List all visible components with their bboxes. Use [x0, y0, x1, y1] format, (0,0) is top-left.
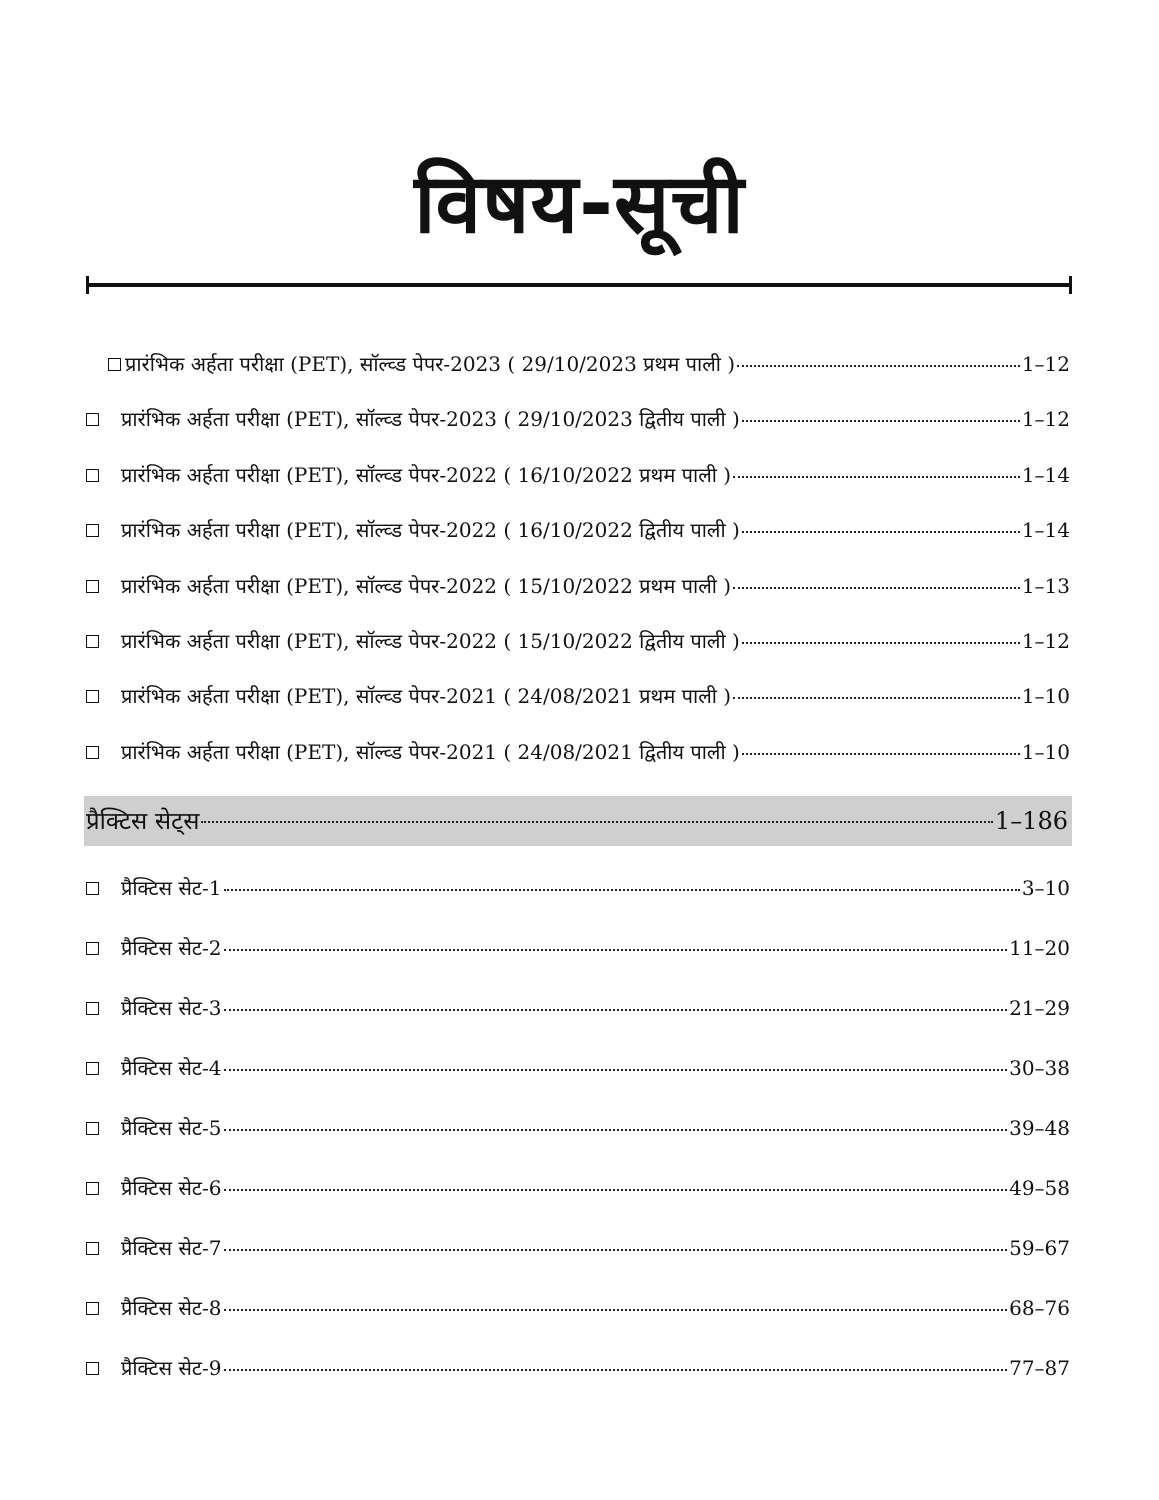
- toc-entry[interactable]: [86, 614, 1070, 669]
- practice-section-heading[interactable]: [84, 796, 1072, 846]
- checkbox-square-icon: [86, 882, 99, 895]
- checkbox-square-icon: [86, 413, 99, 426]
- toc-entry[interactable]: [86, 858, 1070, 918]
- dot-leader: [742, 530, 1020, 533]
- practice-section-pages: 1–186: [994, 807, 1068, 836]
- checkbox-square-icon: [108, 358, 121, 371]
- dot-leader: [733, 696, 1020, 699]
- toc-entry-pages: 1–12: [1021, 352, 1070, 376]
- toc-entry[interactable]: [86, 1158, 1070, 1218]
- toc-entry-pages: 21–29: [1009, 996, 1070, 1021]
- toc-entry[interactable]: [86, 918, 1070, 978]
- title-divider: [86, 283, 1072, 287]
- checkbox-square-icon: [86, 1062, 99, 1075]
- checkbox-square-icon: [86, 1002, 99, 1015]
- toc-entry-label: प्रैक्टिस सेट-1: [121, 876, 222, 901]
- toc-entry[interactable]: [86, 337, 1070, 392]
- toc-entry-label: प्रारंभिक अर्हता परीक्षा (PET), सॉल्व्ड पेपर-2022 ( 15/10/2022 प्रथम पाली ): [121, 573, 732, 598]
- checkbox-square-icon: [86, 1302, 99, 1315]
- toc-entry-label: प्रारंभिक अर्हता परीक्षा (PET), सॉल्व्ड पेपर-2021 ( 24/08/2021 प्रथम पाली ): [121, 684, 732, 709]
- toc-entry-label: प्रैक्टिस सेट-4: [121, 1056, 222, 1081]
- dot-leader: [742, 752, 1020, 755]
- checkbox-square-icon: [86, 1362, 99, 1375]
- dot-leader: [224, 1308, 1008, 1311]
- toc-entry-pages: 30–38: [1009, 1056, 1070, 1081]
- toc-entry[interactable]: [86, 1278, 1070, 1338]
- checkbox-square-icon: [86, 469, 99, 482]
- toc-entry[interactable]: [86, 503, 1070, 558]
- toc-entry-label: प्रारंभिक अर्हता परीक्षा (PET), सॉल्व्ड पेपर-2022 ( 16/10/2022 प्रथम पाली ): [121, 462, 732, 487]
- toc-entry-label: प्रारंभिक अर्हता परीक्षा (PET), सॉल्व्ड पेपर-2021 ( 24/08/2021 द्वितीय पाली ): [121, 739, 740, 764]
- dot-leader: [733, 475, 1020, 478]
- checkbox-square-icon: [86, 1242, 99, 1255]
- toc-entry-label: प्रैक्टिस सेट-7: [121, 1236, 222, 1261]
- toc-entry[interactable]: [86, 1038, 1070, 1098]
- toc-entry-pages: 1–14: [1021, 462, 1070, 487]
- checkbox-square-icon: [86, 1122, 99, 1135]
- toc-entry-label: प्रारंभिक अर्हता परीक्षा (PET), सॉल्व्ड पेपर-2022 ( 16/10/2022 द्वितीय पाली ): [121, 518, 740, 543]
- toc-entry-pages: 11–20: [1009, 936, 1070, 961]
- toc-entry[interactable]: [86, 1338, 1070, 1398]
- checkbox-square-icon: [86, 524, 99, 537]
- toc-entry-pages: 3–10: [1021, 876, 1070, 901]
- dot-leader: [742, 641, 1020, 644]
- checkbox-square-icon: [86, 580, 99, 593]
- toc-entry-pages: 1–13: [1021, 573, 1070, 598]
- toc-entry-label: प्रारंभिक अर्हता परीक्षा (PET), सॉल्व्ड पेपर-2022 ( 15/10/2022 द्वितीय पाली ): [121, 628, 740, 653]
- dot-leader: [733, 586, 1020, 589]
- toc-entry[interactable]: [86, 669, 1070, 724]
- practice-section-label: प्रैक्टिस सेट्स: [86, 807, 200, 836]
- dot-leader: [224, 1068, 1008, 1071]
- toc-entry-pages: 1–10: [1021, 684, 1070, 709]
- checkbox-square-icon: [86, 635, 99, 648]
- dot-leader: [224, 888, 1020, 891]
- dot-leader: [224, 1248, 1008, 1251]
- toc-entry-pages: 39–48: [1009, 1116, 1070, 1141]
- dot-leader: [224, 1188, 1008, 1191]
- toc-entry-label: प्रैक्टिस सेट-2: [121, 936, 222, 961]
- toc-entry[interactable]: [86, 392, 1070, 447]
- dot-leader: [737, 364, 1020, 367]
- toc-entry-label: प्रैक्टिस सेट-6: [121, 1176, 222, 1201]
- table-of-contents: [86, 337, 1070, 1398]
- checkbox-square-icon: [86, 690, 99, 703]
- toc-entry-pages: 1–14: [1021, 518, 1070, 543]
- toc-entry[interactable]: [86, 978, 1070, 1038]
- dot-leader: [224, 1128, 1008, 1131]
- toc-entry-pages: 1–12: [1021, 628, 1070, 653]
- toc-entry-pages: 1–12: [1021, 407, 1070, 432]
- page-title: विषय-सूची: [414, 157, 745, 252]
- toc-entry-pages: 77–87: [1009, 1356, 1070, 1381]
- dot-leader: [224, 948, 1008, 951]
- toc-entry[interactable]: [86, 1218, 1070, 1278]
- toc-entry-label: प्रैक्टिस सेट-8: [121, 1296, 222, 1321]
- toc-entry[interactable]: [86, 559, 1070, 614]
- dot-leader: [224, 1008, 1008, 1011]
- practice-sets-list: [86, 858, 1070, 1398]
- dot-leader: [224, 1368, 1008, 1371]
- toc-entry[interactable]: [86, 1098, 1070, 1158]
- dot-leader: [201, 820, 992, 823]
- toc-entry-label: प्रैक्टिस सेट-9: [121, 1356, 222, 1381]
- toc-entry[interactable]: [86, 725, 1070, 780]
- toc-entry-label: प्रैक्टिस सेट-5: [121, 1116, 222, 1141]
- checkbox-square-icon: [86, 942, 99, 955]
- toc-entry-label: प्रैक्टिस सेट-3: [121, 996, 222, 1021]
- toc-entry[interactable]: [86, 448, 1070, 503]
- toc-entry-label: प्रारंभिक अर्हता परीक्षा (PET), सॉल्व्ड पेपर-2023 ( 29/10/2023 प्रथम पाली ): [125, 352, 736, 376]
- checkbox-square-icon: [86, 1182, 99, 1195]
- toc-entry-pages: 49–58: [1009, 1176, 1070, 1201]
- toc-entry-pages: 68–76: [1009, 1296, 1070, 1321]
- checkbox-square-icon: [86, 746, 99, 759]
- toc-entry-pages: 1–10: [1021, 739, 1070, 764]
- solved-papers-list: [86, 337, 1070, 780]
- dot-leader: [742, 419, 1020, 422]
- toc-entry-pages: 59–67: [1009, 1236, 1070, 1261]
- toc-entry-label: प्रारंभिक अर्हता परीक्षा (PET), सॉल्व्ड पेपर-2023 ( 29/10/2023 द्वितीय पाली ): [121, 407, 740, 432]
